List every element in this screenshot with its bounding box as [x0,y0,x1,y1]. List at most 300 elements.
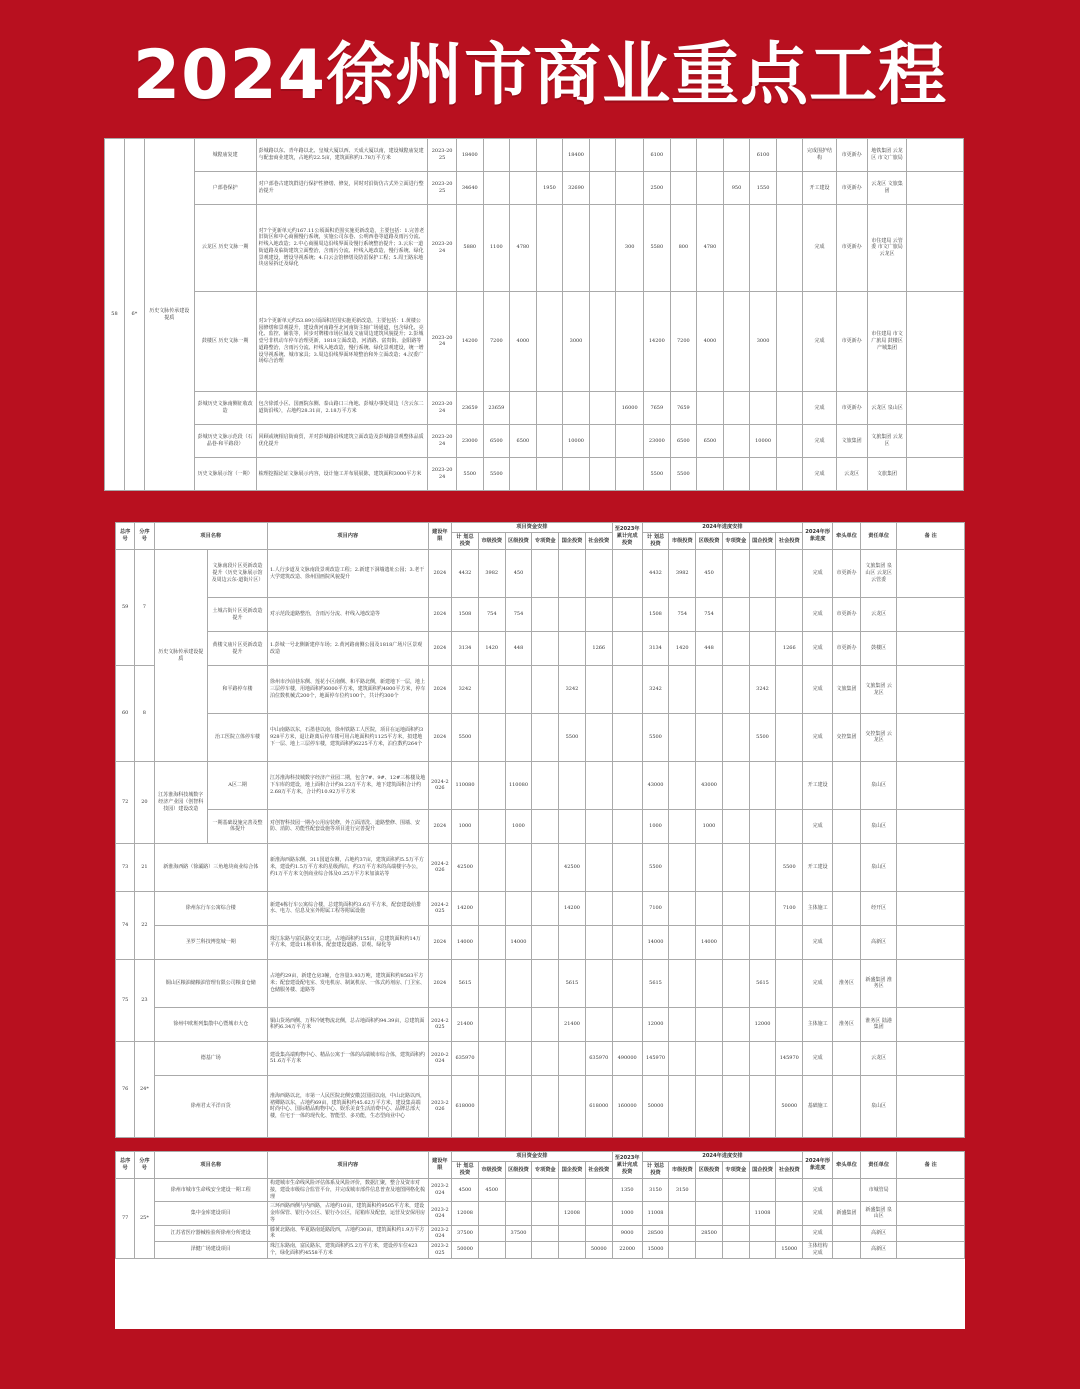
header-cumulative-2023: 至2023年累计完成投资 [612,523,642,550]
fund-value [478,1225,505,1242]
fund-value [536,291,563,391]
fund-value: 635970 [452,1041,479,1075]
project-content: 对创智科技园一期办公用房装修，外立面清洗、道路整修、围墙、安防、消防、功能性配套设施等项目进行完善提升 [268,809,429,843]
cumulative-2023-value [612,1007,642,1041]
plan-2024-value: 5580 [644,204,671,291]
fund-value [478,666,505,714]
cumulative-2023-value: 490000 [612,1041,642,1075]
fund-value [589,171,616,204]
project-name: 徐州东行车公寓综合楼 [154,891,267,925]
fund-value: 14000 [452,925,479,959]
project-name: 徐州中欧班列集散中心暨城市大仓 [154,1007,267,1041]
plan-2024-value [722,598,749,632]
header-project-content: 项目内容 [268,1152,429,1179]
plan-2024-value [776,714,803,762]
project-content: 新淮海西路东侧、311国道东侧，占地约37亩，建筑面积约5.5万平方米，建设约1.5万平方米的星级酒店，约3万平方米的高端楼宇办公，约1万平方米文创商业综合体及0.25万平方米加油站等 [268,843,429,891]
fund-value: 34640 [456,171,483,204]
period-value: 2023-2024 [428,1179,452,1202]
responsible-unit-value: 云龙区 [860,1041,896,1075]
fund-value: 5880 [456,204,483,291]
fund-value [532,1225,559,1242]
cumulative-2023-value [612,761,642,809]
lead-unit-value: 云龙区 [836,458,867,491]
header-2024-col: 专项资金 [722,533,749,550]
responsible-unit-value: 市城管局 [860,1179,896,1202]
plan-2024-value: 1000 [696,809,723,843]
header-fund-col: 区级投资 [505,533,532,550]
fund-value: 4500 [478,1179,505,1202]
fund-value: 5500 [559,714,586,762]
fund-value: 6500 [510,425,537,458]
fund-value [559,1225,586,1242]
fund-value: 3982 [478,550,505,598]
fund-value [532,809,559,843]
project-name: 户部巷保护 [194,171,256,204]
fund-value [532,1179,559,1202]
plan-2024-value [696,891,723,925]
plan-2024-value [776,171,803,204]
note-value [907,425,964,458]
period-value: 2024-2025 [428,891,452,925]
project-content: 淮海西路以北，市第一人民医院北侧安徽芸国园以南，中山北路以西，褚卿路以东，占地约69亩，建筑面积约45.62万平方米，建设集高端时尚中心、国际精品购物中心、娱乐美食生活消费中心、品牌总部大楼，住宅于一体的现代化、智能型、多功能，生态型商业中心 [268,1075,429,1137]
plan-2024-value [776,1179,803,1202]
fund-value [505,959,532,1007]
progress-value: 完成围护结构 [803,139,836,172]
fund-value [505,843,532,891]
project-content: 铜山货场西侧、万科冷链物流北侧，总占地面积约94.39亩，总建筑面积约6.34万平方米 [268,1007,429,1041]
fund-value [510,458,537,491]
fund-value: 21400 [559,1007,586,1041]
header-period: 建设年限 [428,523,452,550]
plan-2024-value [776,550,803,598]
header-total-index: 总序号 [116,1152,135,1179]
note-value [907,291,964,391]
sub-index: 22 [135,891,154,959]
header-fund-col: 计 划总投资 [452,533,479,550]
progress-value: 完成 [803,291,836,391]
project-name: 鼓楼区 历史文脉一期 [194,291,256,391]
progress-value: 完成 [803,550,833,598]
header-lead-unit: 牵头单位 [833,523,861,550]
plan-2024-value [722,1225,749,1242]
plan-2024-value [696,1075,723,1137]
fund-value: 4432 [452,550,479,598]
header-2024-col: 市级投资 [669,533,696,550]
project-content: 建设集高端购物中心、精品公寓于一体的高端城市综合体，建筑面积约51.6万平方米 [268,1041,429,1075]
responsible-unit-value: 交控集团 云龙区 [860,714,896,762]
fund-value: 14000 [505,925,532,959]
note-value [907,204,964,291]
plan-2024-value [723,425,750,458]
project-name: 一期基础设施完善及整体提升 [208,809,268,843]
plan-2024-value [669,1075,696,1137]
table-row [116,925,965,959]
header-2024-col: 区级投资 [696,533,723,550]
project-content: 构建城市生命线风险评估体系及风险评价，数据汇聚，整合及资市对接，建设市级综合监管平台，并完成城市部件信息普查及地图网格化梳理 [268,1179,429,1202]
total-index: 76 [116,1041,135,1137]
period-value: 2024 [428,959,452,1007]
fund-value: 635970 [585,1041,612,1075]
header-2024-col: 国企投资 [749,533,776,550]
header-2024-plan: 2024年进度安排 [642,523,803,533]
project-content: 包含徐派小区、国画院东侧、泰山路口三角地、彭城办事处周边（含云东二道街沿线），占地约28.31亩，2.18万平方米 [256,392,428,425]
fund-value [478,959,505,1007]
fund-value: 6500 [483,425,510,458]
total-index: 60 [116,666,135,762]
progress-value: 完成 [803,204,836,291]
plan-2024-value [669,891,696,925]
responsible-unit-value: 文旅集团 [867,458,907,491]
project-name: 圣罗兰科技博览城一期 [154,925,267,959]
header-fund-col: 国企投资 [559,533,586,550]
period-value: 2024 [428,598,452,632]
project-content: 珠江东路与富民路交叉口北，占地面积约155亩，总建筑面积约14万平方米，建设11栋单体，配套建设道路、景观、绿化等 [268,925,429,959]
fund-value [505,666,532,714]
fund-value: 32690 [563,171,590,204]
fund-value [478,809,505,843]
header-2024-col: 区级投资 [696,1162,723,1179]
project-name: 彭城历史文脉南侧征收改造 [194,392,256,425]
project-name: 黄楼文庙片区更新改造提升 [208,632,268,666]
project-name: 文脉南段片区更新改造提升（历史文脉展示馆及周边云东-道街片区） [208,550,268,598]
fund-value [532,959,559,1007]
table-row [116,959,965,1007]
period-value: 2020-2024 [428,1041,452,1075]
table-row [105,392,964,425]
note-value [897,891,965,925]
sheet-3-table [115,1151,965,1259]
plan-2024-value: 7200 [670,291,697,391]
cumulative-2023-value: 22000 [612,1242,642,1259]
lead-unit-value: 文旅集团 [833,666,861,714]
sheet-2-table [115,522,965,1138]
fund-value: 14200 [559,891,586,925]
progress-value: 完成 [803,1179,833,1202]
plan-2024-value: 12000 [749,1007,776,1041]
plan-2024-value [776,392,803,425]
plan-2024-value [776,959,803,1007]
header-fund-col: 区级投资 [505,1162,532,1179]
plan-2024-value [697,392,724,425]
responsible-unit-value: 市住建局 市文广旅局 鼓楼区 产城集团 [867,291,907,391]
sub-index: 7 [135,550,154,666]
project-name: 徐州市城市生命线安全建设一期工程 [154,1179,267,1202]
project-content: 江苏淮海科技城数字经济产业园二期，包含7#、9#、12#三栋楼及地下车库的建设，地上面积合计约8.23万平方米，地下建筑面积合计约2.68万平方米，合计约10.92万平方米 [268,761,429,809]
sub-index: 6* [124,139,144,491]
table-row [116,1179,965,1202]
table-row [116,1225,965,1242]
total-index: 77 [116,1179,135,1259]
header-project-content: 项目内容 [268,523,429,550]
fund-value: 5500 [456,458,483,491]
plan-2024-value [723,392,750,425]
fund-value [532,550,559,598]
table-row [105,139,964,172]
project-group: 历史文脉传承建设提质 [154,550,208,762]
fund-value: 3242 [559,666,586,714]
plan-2024-value [697,458,724,491]
plan-2024-value [696,1007,723,1041]
fund-value [559,598,586,632]
fund-value: 754 [478,598,505,632]
fund-value [585,1202,612,1225]
fund-value: 4500 [452,1179,479,1202]
lead-unit-value: 淮务区 [833,1007,861,1041]
total-index: 59 [116,550,135,666]
period-value: 2023-2024 [428,291,457,391]
fund-value [532,1007,559,1041]
plan-2024-value: 754 [669,598,696,632]
plan-2024-value [776,204,803,291]
plan-2024-value: 145970 [776,1041,803,1075]
fund-value [589,291,616,391]
fund-value: 5500 [483,458,510,491]
plan-2024-value: 5615 [749,959,776,1007]
plan-2024-value [722,843,749,891]
fund-value [585,666,612,714]
fund-value [478,891,505,925]
responsible-unit-value: 高新区 [860,925,896,959]
fund-value [505,1179,532,1202]
note-value [907,139,964,172]
plan-2024-value: 14000 [642,925,669,959]
plan-2024-value: 5500 [776,843,803,891]
project-name: 彭城历史文脉示范段（石晶巷-和平路段） [194,425,256,458]
plan-2024-value [750,458,777,491]
plan-2024-value [776,1225,803,1242]
period-value: 2024 [428,714,452,762]
table-row [116,891,965,925]
lead-unit-value: 市更新办 [833,632,861,666]
plan-2024-value: 7659 [644,392,671,425]
project-content: 彭城路以东、青年路以北、皇城大厦以西、天成大厦以南，建设城隍庙复建与配套商业建筑，占地约22.5亩，建筑面积约1.78万平方米 [256,139,428,172]
fund-value: 42500 [452,843,479,891]
plan-2024-value [750,392,777,425]
sub-index: 8 [135,666,154,762]
header-fund-col: 计 划总投资 [452,1162,479,1179]
responsible-unit-value: 鼓楼区 [860,632,896,666]
lead-unit-value [833,891,861,925]
fund-value [585,843,612,891]
plan-2024-value [722,550,749,598]
table-row [105,171,964,204]
project-content: 珠江东路南，富民路东，建筑面积约5.2万平方米，建设停车位423个，绿化面积约4558平方米 [268,1242,429,1259]
note-value [897,1225,965,1242]
project-name: 江苏省医疗器械检验所徐州分所建设 [154,1225,267,1242]
plan-2024-value: 10000 [750,425,777,458]
plan-2024-value [749,1075,776,1137]
responsible-unit-value: 新盛集团 泉山区 [860,1202,896,1225]
plan-2024-value [722,1075,749,1137]
fund-value [589,458,616,491]
cumulative-2023-value [612,925,642,959]
period-value: 2023-2024 [428,425,457,458]
progress-value: 主体结构完成 [803,1242,833,1259]
responsible-unit-value: 泉山区 [860,809,896,843]
header-fund-plan: 项目资金安排 [452,523,613,533]
header-fund-col: 市级投资 [478,533,505,550]
table-row [116,666,965,714]
note-value [907,171,964,204]
lead-unit-value [833,1041,861,1075]
responsible-unit-value: 泉山区 [860,1075,896,1137]
fund-value: 448 [505,632,532,666]
note-value [897,1202,965,1225]
plan-2024-value [669,1041,696,1075]
header-2024-col: 国企投资 [749,1162,776,1179]
fund-value [510,139,537,172]
plan-2024-value [776,458,803,491]
plan-2024-value [749,1225,776,1242]
sheet-2 [115,522,965,1138]
fund-value: 4780 [510,204,537,291]
lead-unit-value: 市更新办 [833,550,861,598]
plan-2024-value [749,809,776,843]
fund-value: 3242 [452,666,479,714]
note-value [897,632,965,666]
plan-2024-value [776,425,803,458]
fund-value: 450 [505,550,532,598]
fund-value: 42500 [559,843,586,891]
plan-2024-value [670,171,697,204]
project-content: 占地约29亩，新建仓房3幢，仓容量3.93万吨，建筑面积约8583平方米；配套建设配电室、发电机房、制氮机房、一体式药剂房、门卫室、仓储服务楼、道路等 [268,959,429,1007]
plan-2024-value [697,171,724,204]
header-period: 建设年限 [428,1152,452,1179]
header-2024-col: 计 划总投资 [642,1162,669,1179]
header-cumulative-2023: 至2023年累计完成投资 [612,1152,642,1179]
fund-value [532,666,559,714]
lead-unit-value: 淮务区 [833,959,861,1007]
plan-2024-value [669,843,696,891]
fund-value: 18400 [456,139,483,172]
fund-value: 3000 [563,291,590,391]
fund-value [589,204,616,291]
period-value: 2024 [428,550,452,598]
cumulative-2023-value: 16000 [616,392,644,425]
table-row [105,425,964,458]
sheet-1-body [105,139,964,491]
plan-2024-value [776,139,803,172]
responsible-unit-value: 文旅集团 泉山区 云龙区 云管委 [860,550,896,598]
plan-2024-value: 1000 [642,809,669,843]
sheet-2-body [116,550,965,1138]
cumulative-2023-value [612,598,642,632]
fund-value: 110080 [505,761,532,809]
fund-value [585,809,612,843]
note-value [897,1242,965,1259]
lead-unit-value: 市更新办 [836,204,867,291]
fund-value [563,204,590,291]
plan-2024-value [749,550,776,598]
fund-value: 1508 [452,598,479,632]
table-row [116,843,965,891]
fund-value [532,598,559,632]
project-content: 中山南路以东，石墨巷以南，徐州铁路工人医院，项目在运地面积约3928平方米，退让距离后停车楼可用占地面积约1125平方米，拟建地下一层、地上三层停车楼，建筑面积约6225平方米，泊位数约264个 [268,714,429,762]
fund-value [483,171,510,204]
fund-value [585,925,612,959]
plan-2024-value [722,1202,749,1225]
fund-value: 23659 [483,392,510,425]
note-value [897,1179,965,1202]
plan-2024-value: 448 [696,632,723,666]
note-value [897,714,965,762]
plan-2024-value: 1550 [750,171,777,204]
fund-value [532,761,559,809]
project-name: 治工医院立体停车楼 [208,714,268,762]
fund-value [536,139,563,172]
fund-value [532,632,559,666]
responsible-unit-value: 淮务区 陆港集团 [860,1007,896,1041]
progress-value: 完成 [803,425,836,458]
responsible-unit-value: 云龙区 文旅集团 [867,171,907,204]
header-fund-col: 社会投资 [585,1162,612,1179]
fund-value [505,1202,532,1225]
plan-2024-value [722,1179,749,1202]
plan-2024-value: 5615 [642,959,669,1007]
fund-value [585,761,612,809]
project-name: 土城古街片区更新改造提升 [208,598,268,632]
fund-value: 3134 [452,632,479,666]
project-content: 滕黄北路南、华夏路南延路段西，占地约30亩，建筑面积约1.9万平方米 [268,1225,429,1242]
fund-value [536,204,563,291]
progress-value: 完成 [803,1202,833,1225]
fund-value: 618000 [585,1075,612,1137]
header-sub-index: 分序号 [135,523,154,550]
fund-value: 21400 [452,1007,479,1041]
header-fund-col: 专项资金 [532,1162,559,1179]
fund-value [510,392,537,425]
fund-value: 1000 [452,809,479,843]
plan-2024-value [696,959,723,1007]
table-row [105,458,964,491]
project-name: 云龙区 历史文脉一期 [194,204,256,291]
fund-value [505,1242,532,1259]
fund-value [559,1179,586,1202]
plan-2024-value [669,1242,696,1259]
note-value [897,550,965,598]
period-value: 2023-2024 [428,1202,452,1225]
cumulative-2023-value: 300 [616,204,644,291]
header-project-name: 项目名称 [154,523,267,550]
plan-2024-value [669,959,696,1007]
lead-unit-value [833,1225,861,1242]
plan-2024-value [696,1179,723,1202]
fund-value [478,1202,505,1225]
header-fund-plan: 项目资金安排 [452,1152,613,1162]
period-value: 2023-2024 [428,204,457,291]
lead-unit-value: 市更新办 [833,598,861,632]
total-index: 58 [105,139,125,491]
plan-2024-value: 28500 [642,1225,669,1242]
total-index: 74 [116,891,135,959]
cumulative-2023-value [612,550,642,598]
plan-2024-value: 7100 [642,891,669,925]
plan-2024-value: 3150 [669,1179,696,1202]
fund-value [559,1075,586,1137]
fund-value [483,139,510,172]
responsible-unit-value: 经开区 [860,891,896,925]
plan-2024-value [776,598,803,632]
fund-value [532,1041,559,1075]
table-row [116,714,965,762]
plan-2024-value: 15000 [642,1242,669,1259]
cumulative-2023-value [612,714,642,762]
project-group: 历史文脉传承建设提质 [144,139,194,491]
plan-2024-value [669,925,696,959]
sub-index: 20 [135,761,154,843]
fund-value: 14200 [452,891,479,925]
header-row [116,1152,965,1162]
